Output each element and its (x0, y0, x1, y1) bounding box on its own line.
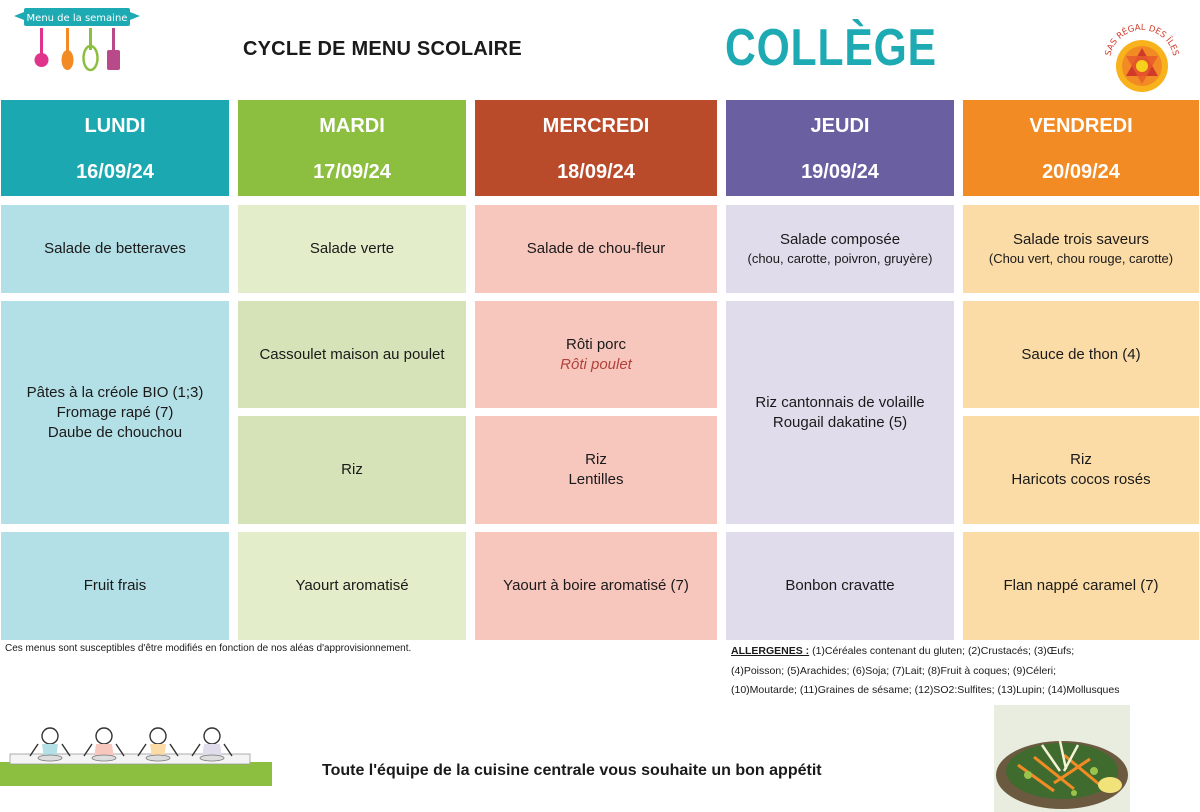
main-course-cell (726, 301, 954, 524)
day-date: 20/09/24 (1042, 161, 1120, 183)
main-line: Sauce de thon (4) (1021, 345, 1141, 363)
page-title: CYCLE DE MENU SCOLAIRE (243, 38, 522, 60)
main-course-cell (963, 301, 1199, 408)
starter-cell (963, 205, 1199, 293)
allergens-label: ALLERGENES : (731, 645, 810, 657)
main-course-cell (238, 301, 466, 408)
children-at-table-illustration (0, 722, 272, 788)
main-course-cell (1, 301, 229, 524)
allergens-text: (1)Céréales contenant du gluten; (2)Crustacés; (3)Œufs; (809, 645, 1075, 657)
allergens-legend (731, 642, 1191, 701)
side-line: Haricots cocos rosés (1011, 471, 1151, 488)
dessert-line: Fruit frais (83, 577, 147, 594)
main-course-cell (475, 301, 717, 408)
regal-des-iles-logo (1096, 18, 1188, 98)
day-header-vendredi (963, 100, 1199, 196)
day-column-jeudi (726, 100, 954, 640)
allergens-line-3: (10)Moutarde; (11)Graines de sésame; (12)SO2:Sulfites; (13)Lupin; (14)Mollusques (731, 684, 1120, 696)
day-name: JEUDI (810, 115, 870, 137)
dessert-cell (1, 532, 229, 640)
main-line: Rougail dakatine (5) (772, 413, 908, 431)
day-column-mercredi (475, 100, 717, 640)
side-dish-cell (963, 416, 1199, 524)
dessert-cell (963, 532, 1199, 640)
starter-cell (238, 205, 466, 293)
main-line: Daube de chouchou (47, 423, 183, 441)
side-line: Riz (585, 451, 607, 468)
day-name: LUNDI (84, 115, 146, 137)
day-date: 17/09/24 (313, 161, 391, 183)
allergens-line-2: (4)Poisson; (5)Arachides; (6)Soja; (7)Lait; (8)Fruit à coques; (9)Céleri; (731, 664, 1057, 677)
dessert-cell (238, 532, 466, 640)
side-dish-cell (238, 416, 466, 524)
dessert-line: Yaourt aromatisé (295, 577, 409, 594)
dessert-line: Flan nappé caramel (7) (1003, 577, 1159, 594)
starter-detail: (chou, carotte, poivron, gruyère) (747, 251, 933, 266)
main-alternative-line: Rôti poulet (560, 355, 632, 373)
day-name: MERCREDI (542, 115, 650, 137)
main-line: Fromage rapé (7) (56, 403, 174, 421)
starter-cell (1, 205, 229, 293)
day-column-lundi (1, 100, 229, 640)
day-name: MARDI (319, 115, 385, 137)
starter-detail: (Chou vert, chou rouge, carotte) (988, 251, 1174, 266)
main-line: Cassoulet maison au poulet (259, 345, 445, 363)
salad-dish-photo (994, 705, 1130, 812)
day-header-lundi (1, 100, 229, 196)
day-date: 19/09/24 (801, 161, 879, 183)
side-line: Riz (341, 461, 363, 478)
logo-text: Menu de la semaine (26, 13, 128, 24)
main-line: Pâtes à la créole BIO (1;3) (26, 383, 204, 401)
dessert-line: Yaourt à boire aromatisé (7) (503, 577, 689, 594)
starter-cell (475, 205, 717, 293)
starter-line: Salade trois saveurs (1013, 231, 1149, 248)
menu-disclaimer: Ces menus sont susceptibles d'être modifiés en fonction de nos aléas d'approvisionnement. (5, 643, 412, 654)
dessert-line: Bonbon cravatte (785, 577, 895, 594)
day-column-vendredi (963, 100, 1199, 640)
day-header-mardi (238, 100, 466, 196)
starter-line: Salade verte (309, 240, 395, 257)
day-header-mercredi (475, 100, 717, 196)
main-line: Rôti porc (565, 335, 627, 353)
day-date: 18/09/24 (557, 161, 635, 183)
side-line: Lentilles (568, 471, 624, 488)
side-dish-cell (475, 416, 717, 524)
side-line: Riz (1070, 451, 1092, 468)
dessert-cell (726, 532, 954, 640)
allergens-line-1 (731, 642, 1191, 662)
dessert-cell (475, 532, 717, 640)
school-level-title: COLLÈGE (725, 19, 937, 77)
closing-tagline: Toute l'équipe de la cuisine centrale vous souhaite un bon appétit (322, 762, 822, 779)
day-header-jeudi (726, 100, 954, 196)
main-line: Riz cantonnais de volaille (755, 393, 925, 411)
day-column-mardi (238, 100, 466, 640)
brand-logo-text: SAS RÉGAL DES ÎLES (1103, 22, 1181, 58)
starter-line: Salade de chou-fleur (526, 240, 666, 257)
starter-line: Salade composée (779, 231, 901, 248)
day-date: 16/09/24 (76, 161, 154, 183)
starter-cell (726, 205, 954, 293)
starter-line: Salade de betteraves (44, 240, 186, 257)
day-name: VENDREDI (1029, 115, 1133, 137)
menu-de-la-semaine-logo (12, 6, 144, 74)
